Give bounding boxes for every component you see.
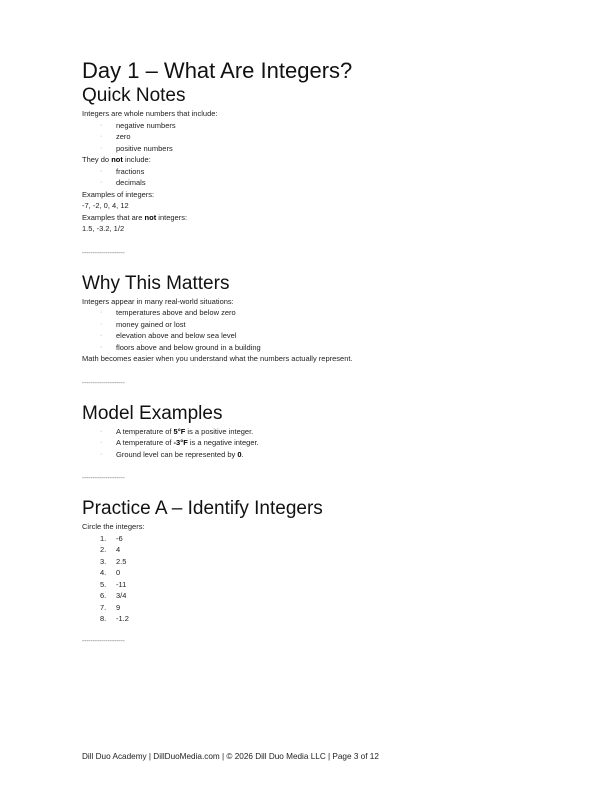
why-heading: Why This Matters (82, 272, 230, 294)
examples-label: Examples of integers: (82, 189, 155, 199)
page-total: 12 (369, 752, 379, 761)
list-item: 7. 9 (100, 602, 121, 612)
list-item: · A temperature of 5°F is a positive integer. (100, 426, 254, 436)
section-divider: -------------------- (82, 249, 125, 257)
list-item: · negative numbers (100, 120, 176, 130)
worksheet-page (82, 58, 562, 647)
bullet-icon: · (100, 309, 103, 316)
list-item: · A temperature of -3°F is a negative integer. (100, 438, 259, 447)
nonexamples-label: Examples that are not integers: (82, 212, 188, 222)
nonexamples-value: 1.5, -3.2, 1/2 (82, 224, 125, 233)
bullet-icon: · (100, 450, 103, 458)
list-item: · positive numbers (100, 143, 173, 153)
list-item: 8. -1.2 (100, 614, 129, 623)
model-list (82, 426, 562, 461)
list-item: 3. 2.5 (100, 556, 127, 566)
list-item: · zero (100, 132, 131, 141)
practice-heading: Practice A – Identify Integers (82, 498, 323, 519)
list-item: 2. 4 (100, 545, 121, 554)
bullet-icon: · (100, 121, 103, 129)
model-heading: Model Examples (82, 402, 223, 424)
bullet-icon: · (100, 167, 103, 175)
bullet-icon: · (100, 343, 103, 351)
bullet-icon: · (100, 439, 103, 446)
practice-instruction: Circle the integers: (82, 522, 145, 531)
bullet-icon: · (100, 320, 103, 328)
include-list (82, 120, 562, 155)
list-item: · elevation above and below sea level (100, 331, 237, 340)
list-item: 6. 3/4 (100, 591, 127, 600)
why-intro: Integers appear in many real-world situations: (82, 296, 234, 306)
list-item: 1. -6 (100, 533, 123, 543)
practice-list (82, 533, 562, 625)
bullet-icon: · (100, 179, 103, 186)
section-divider: -------------------- (82, 637, 125, 645)
list-item: · Ground level can be represented by 0. (100, 449, 244, 459)
examples-value: -7, -2, 0, 4, 12 (82, 201, 129, 210)
why-closing: Math becomes easier when you understand what the numbers actually represent. (82, 354, 353, 363)
exclude-list (82, 166, 562, 189)
list-item: · decimals (100, 178, 146, 187)
quick-notes-heading: Quick Notes (82, 85, 186, 106)
bullet-icon: · (100, 144, 103, 152)
list-item: 5. -11 (100, 579, 127, 589)
list-item: · fractions (100, 166, 145, 176)
page-footer: Dill Duo Academy | DillDuoMedia.com | © 2026 Dill Duo Media LLC | Page 3 of 12 (82, 752, 379, 761)
section-divider: -------------------- (82, 475, 125, 482)
list-item: · temperatures above and below zero (100, 308, 236, 317)
bullet-icon: · (100, 332, 103, 339)
footer-text: Dill Duo Academy | DillDuoMedia.com | © 2026 Dill Duo Media LLC | Page (82, 752, 354, 761)
not-include-label: They do not include: (82, 155, 151, 164)
list-item: 4. 0 (100, 568, 121, 577)
quick-notes-intro: Integers are whole numbers that include: (82, 109, 218, 118)
why-list (82, 307, 562, 353)
list-item: · floors above and below ground in a building (100, 342, 261, 352)
section-divider: -------------------- (82, 379, 125, 387)
page-title: Day 1 – What Are Integers? (82, 58, 353, 83)
page-number: 3 (353, 752, 359, 761)
bullet-icon: · (100, 427, 103, 435)
bullet-icon: · (100, 133, 103, 140)
list-item: · money gained or lost (100, 319, 186, 329)
